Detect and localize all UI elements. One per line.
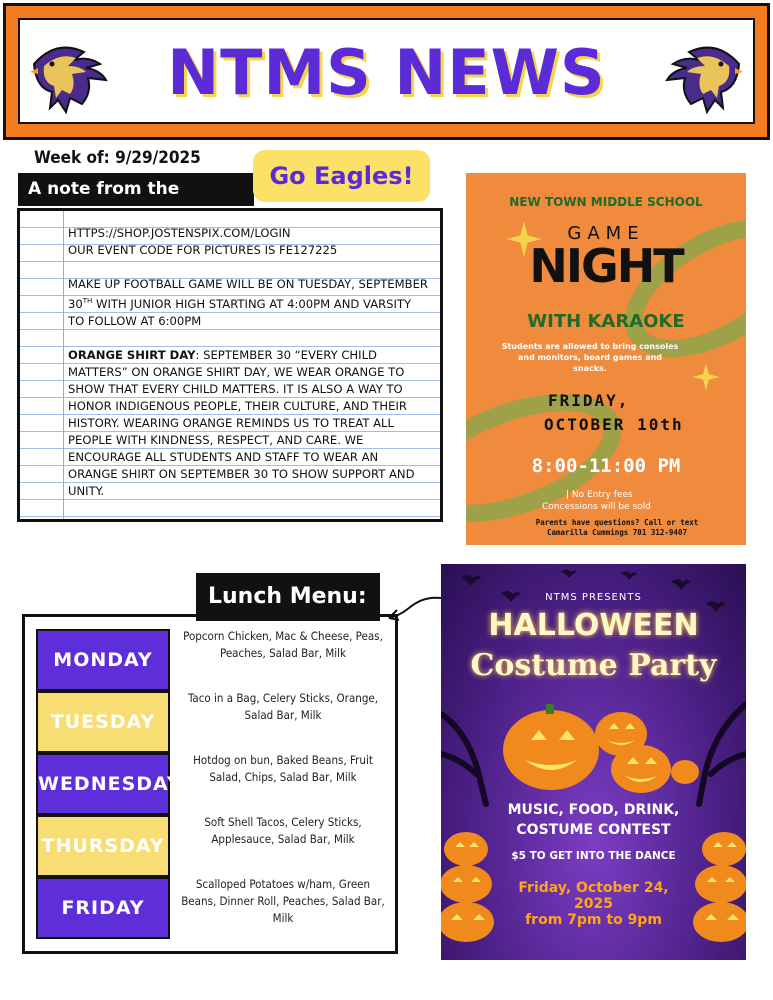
lunch-meal-monday: Popcorn Chicken, Mac & Cheese, Peas, Peaches, Salad Bar, Milk bbox=[183, 629, 383, 660]
lunch-meal-friday: Scalloped Potatoes w/ham, Green Beans, Dinner Roll, Peaches, Salad Bar, Milk bbox=[181, 877, 385, 925]
game-night-school: NEW TOWN MIDDLE SCHOOL bbox=[509, 195, 703, 209]
orange-shirt-day: ORANGE SHIRT DAY: SEPTEMBER 30 “EVERY CHILD MATTERS” ON ORANGE SHIRT DAY, WE WEAR ORANGE TO SHOW THAT EVERY CHILD MATTERS. IT IS ALSO A WAY TO HONOR INDIGENOUS PEOPLE, THEIR CULTURE, AND THEIR HISTORY. WEARING ORANGE REMINDS US TO TREAT ALL PEOPLE WITH KINDNESS, RESPECT, AND CARE. WE ENCOURAGE ALL STUDENTS AND STAFF TO WEAR AN ORANGE SHIRT ON SEPTEMBER 30 TO SHOW SUPPORT AND UNITY. bbox=[68, 347, 415, 498]
principal-note-heading: A note from the bbox=[18, 173, 254, 206]
notebook-margin-line bbox=[63, 211, 64, 519]
header-inner bbox=[18, 18, 755, 124]
lunch-day-wednesday: WEDNESDAY bbox=[36, 753, 170, 815]
game-night-time: 8:00-11:00 PM bbox=[531, 455, 681, 477]
principal-note-text bbox=[68, 225, 428, 517]
arrow-icon bbox=[383, 594, 445, 624]
game-night-karaoke: WITH KARAOKE bbox=[527, 311, 685, 332]
halloween-subtitle: Costume Party bbox=[470, 648, 717, 683]
eagle-mascot-icon bbox=[26, 34, 126, 120]
halloween-title: HALLOWEEN bbox=[488, 608, 699, 643]
week-of: Week of: 9/29/2025 bbox=[34, 148, 201, 168]
game-night-contact: Parents have questions? Call or text Camarilla Cummings 701 312-9407 bbox=[535, 518, 699, 537]
lunch-meal-tuesday: Taco in a Bag, Celery Sticks, Orange, Salad Bar, Milk bbox=[187, 691, 379, 722]
game-night-fees: | No Entry fees bbox=[566, 490, 633, 500]
bat-icon bbox=[461, 570, 726, 613]
lunch-menu bbox=[22, 614, 398, 954]
game-night-date: OCTOBER 10th bbox=[544, 415, 684, 434]
game-night-night: NIGHT bbox=[529, 239, 683, 293]
halloween-date: Friday, October 24, 2025 from 7pm to 9pm bbox=[518, 880, 669, 928]
lunch-day-thursday: THURSDAY bbox=[36, 815, 170, 877]
halloween-price: $5 TO GET INTO THE DANCE bbox=[511, 850, 676, 862]
newsletter-title: NTMS NEWS bbox=[167, 36, 606, 109]
lunch-day-monday: MONDAY bbox=[36, 629, 170, 691]
game-night-day: FRIDAY, bbox=[548, 391, 630, 410]
lunch-day-tuesday: TUESDAY bbox=[36, 691, 170, 753]
game-night-game: GAME bbox=[567, 223, 645, 244]
lunch-menu-heading: Lunch Menu: bbox=[196, 573, 380, 621]
lunch-day-friday: FRIDAY bbox=[36, 877, 170, 939]
game-night-description: Students are allowed to bring consoles and monitors, board games and snacks. bbox=[501, 342, 679, 373]
lunch-meal-thursday: Soft Shell Tacos, Celery Sticks, Applesauce, Salad Bar, Milk bbox=[204, 815, 362, 846]
principal-note bbox=[17, 208, 443, 522]
halloween-presents: NTMS PRESENTS bbox=[545, 592, 642, 603]
event-code: OUR EVENT CODE FOR PICTURES IS FE127225 bbox=[68, 243, 338, 257]
halloween-activities: MUSIC, FOOD, DRINK, COSTUME CONTEST bbox=[507, 802, 680, 838]
photo-link[interactable]: HTTPS://SHOP.JOSTENSPIX.COM/LOGIN bbox=[68, 226, 291, 240]
game-night-concessions: Concessions will be sold bbox=[542, 502, 651, 512]
header-banner bbox=[3, 3, 770, 140]
eagle-mascot-icon bbox=[647, 34, 747, 120]
halloween-flyer bbox=[441, 564, 746, 960]
lunch-meal-wednesday: Hotdog on bun, Baked Beans, Fruit Salad, Chips, Salad Bar, Milk bbox=[193, 753, 373, 784]
game-night-flyer bbox=[466, 173, 746, 545]
sparkle-icon bbox=[692, 363, 720, 391]
go-eagles-badge: Go Eagles! bbox=[253, 150, 430, 202]
football-announcement: MAKE UP FOOTBALL GAME WILL BE ON TUESDAY, SEPTEMBER 30TH WITH JUNIOR HIGH STARTING AT 4:00PM AND VARSITY TO FOLLOW AT 6:00PM bbox=[68, 277, 428, 328]
